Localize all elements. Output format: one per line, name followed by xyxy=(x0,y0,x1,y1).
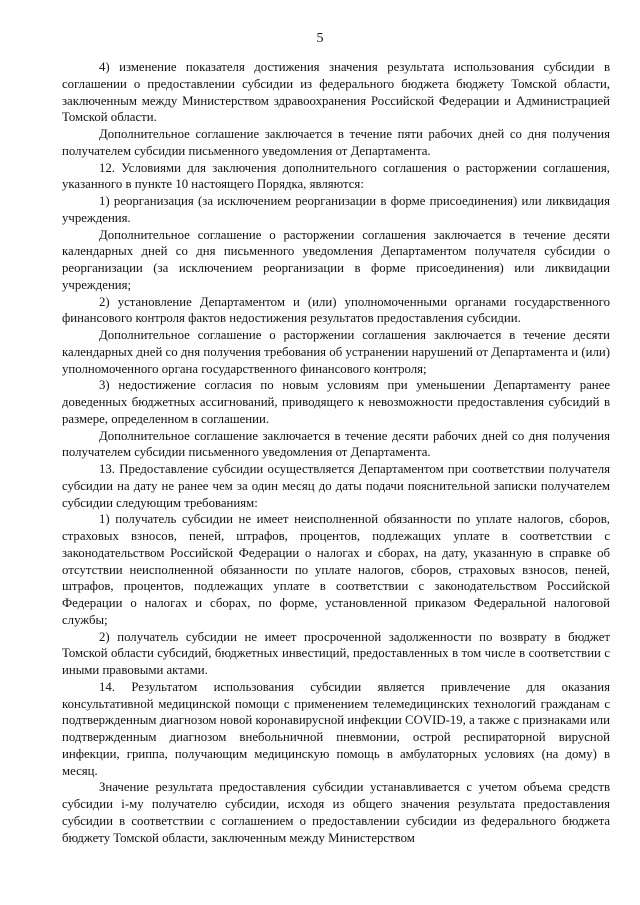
paragraph-requirement-2-no-overdue-debt: 2) получатель субсидии не имеет просроченной задолженности по возврату в бюджет Томской области субсидий, бюджетных инвестиций, предоставленных в том числе в соответствии с иными правовыми актами. xyxy=(62,629,610,677)
document-body xyxy=(62,59,610,846)
paragraph-result-value: Значение результата предоставления субсидии устанавливается с учетом объема средств субсидии i-му получателю субсидии, исходя из общего значения результата предоставления субсидии в соответствии с соглашением о предоставлении субсидии из федерального бюджета бюджету Томской области, заключенным между Министерством xyxy=(62,780,610,845)
paragraph-termination-ten-days-reorganization: Дополнительное соглашение о расторжении соглашения заключается в течение десяти календарных дней со дня письменного уведомления Департаментом получателя субсидии о реорганизации (за исключением реорганизации в форме присоединения) или ликвидации учреждения; xyxy=(62,227,610,292)
paragraph-additional-agreement-five-days: Дополнительное соглашение заключается в течение пяти рабочих дней со дня получения получателем субсидии письменного уведомления от Департамента. xyxy=(62,127,610,158)
paragraph-condition-3-no-agreement: 3) недостижение согласия по новым условиям при уменьшении Департаменту ранее доведенных бюджетных ассигнований, приводящего к невозможности предоставления субсидий в размере, определенном в соглашении. xyxy=(62,378,610,426)
paragraph-condition-1-reorganization: 1) реорганизация (за исключением реорганизации в форме присоединения) или ликвидация учреждения. xyxy=(62,194,610,225)
paragraph-condition-2-control-findings: 2) установление Департаментом и (или) уполномоченными органами государственного финансового контроля фактов недостижения результатов предоставления субсидии. xyxy=(62,294,610,326)
paragraph-12-termination-conditions: 12. Условиями для заключения дополнительного соглашения о расторжении соглашения, указанного в пункте 10 настоящего Порядка, являются: xyxy=(62,160,610,192)
paragraph-termination-ten-days-requirement: Дополнительное соглашение о расторжении соглашения заключается в течение десяти календарных дней со дня получения требования об устранении нарушений от Департамента и (или) уполномоченного органа государственного финансового контроля; xyxy=(62,328,610,376)
paragraph-additional-agreement-ten-days: Дополнительное соглашение заключается в течение десяти рабочих дней со дня получения получателем субсидии письменного уведомления от Департамента. xyxy=(62,428,610,460)
page-number: 5 xyxy=(316,31,324,46)
paragraph-requirement-1-no-tax-debt: 1) получатель субсидии не имеет неисполненной обязанности по уплате налогов, сборов, страховых взносов, пеней, штрафов, процентов, подлежащих уплате в соответствии с законодательством Российской Федерации о налогах и сборах, на дату, указанную в справке об отсутствии неисполненной обязанности по уплате налогов, сборов, страховых взносов, пеней, штрафов, процентов, подлежащих уплате в соответствии с законодательством Российской Федерации о налогах и сборах, по форме, установленной приказом Федеральной налоговой службы; xyxy=(62,512,610,627)
paragraph-14-subsidy-result: 14. Результатом использования субсидии является привлечение для оказания консультативной медицинской помощи с применением телемедицинских технологий гражданам с подтвержденным диагнозом новой коронавирусной инфекции COVID-19, а также с признаками или подтвержденным диагнозом внебольничной пневмонии, острой респираторной вирусной инфекции, гриппа, получающим медицинскую помощь в амбулаторных условиях (на дому) в месяц. xyxy=(62,679,610,778)
paragraph-item-4-indicator-change: 4) изменение показателя достижения значения результата использования субсидии в соглашении о предоставлении субсидии из федерального бюджета бюджету Томской области, заключенным между Министерством здравоохранения Российской Федерации и Администрацией Томской области. xyxy=(62,60,610,125)
paragraph-13-subsidy-requirements: 13. Предоставление субсидии осуществляется Департаментом при соответствии получателя субсидии на дату не ранее чем за один месяц до даты подачи пояснительной записки получателем субсидии следующим требованиям: xyxy=(62,462,610,510)
